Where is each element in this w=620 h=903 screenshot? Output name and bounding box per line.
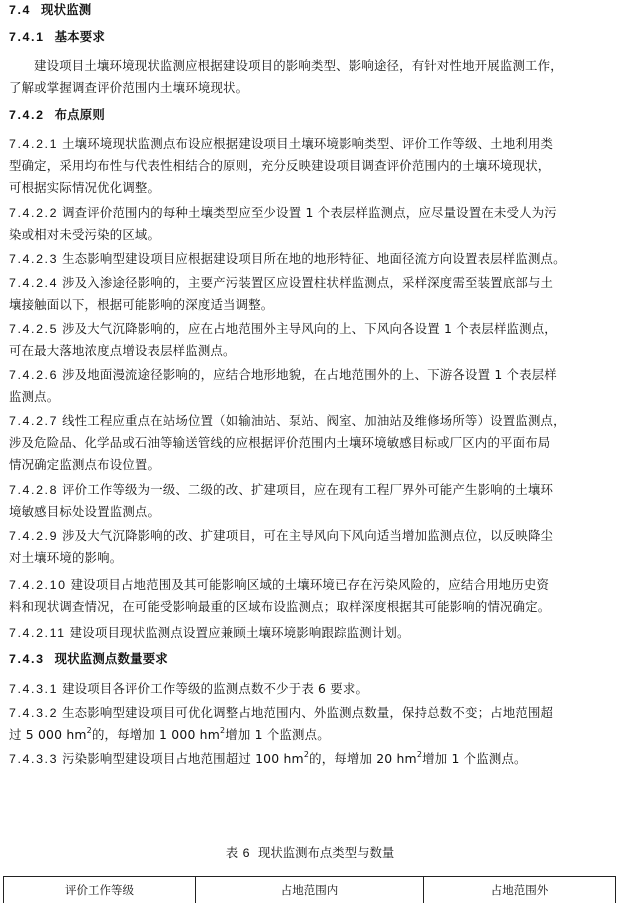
clause-line: 壤接触面以下，根据可能影响的深度适当调整。: [9, 297, 274, 312]
clause-line: [9, 318, 557, 340]
clause-text: 涉及大气沉降影响的，应在占地范围外主导风向的上、下风向各设置 1 个表层样监测点，: [62, 321, 557, 336]
clause-line: [9, 364, 557, 386]
section-number: 7.4.3: [9, 652, 45, 666]
clause-line: 可在最大落地浓度点增设表层样监测点。: [9, 343, 236, 358]
clause-text: 建设项目各评价工作等级的监测点数不少于表 6 要求。: [62, 681, 369, 696]
paragraph-line: 建设项目土壤环境现状监测应根据建设项目的影响类型、影响途径，有针对性地开展监测工作，: [34, 58, 563, 73]
section-title: 现状监测点数量要求: [54, 651, 168, 666]
clause-number: 7.4.2.7: [9, 414, 59, 428]
clause-text: 建设项目现状监测点设置应兼顾土壤环境影响跟踪监测计划。: [69, 625, 410, 640]
clause-number: 7.4.2.1: [9, 137, 59, 151]
clause-text: 涉及大气沉降影响的改、扩建项目，可在主导风向下风向适当增加监测点位，以反映降尘: [62, 528, 554, 543]
clause-text: 建设项目占地范围及其可能影响区域的土壤环境已存在污染风险的，应结合用地历史资: [70, 577, 550, 592]
table-header-cell: 占地范围外: [490, 883, 549, 897]
clause-text: 调查评价范围内的每种土壤类型应至少设置 1 个表层样监测点，应尽量设置在未受人为污: [62, 205, 557, 220]
clause-text: 增加 1 个监测点。: [422, 751, 527, 766]
clause-line: [9, 748, 527, 770]
clause-line: 监测点。: [9, 389, 60, 404]
table-title: 现状监测布点类型与数量: [257, 845, 395, 860]
superscript: 2: [416, 749, 423, 759]
clause-number: 7.4.2.2: [9, 206, 59, 220]
clause-line: 涉及危险品、化学品或石油等输送管线的应根据评价范围内土壤环境敏感目标或厂区内的平面布局: [9, 435, 551, 450]
clause-line: [9, 702, 553, 724]
clause-line: [9, 678, 368, 700]
clause-line: [9, 248, 566, 270]
clause-line: 料和现状调查情况，在可能受影响最重的区域布设监测点；取样深度根据其可能影响的情况确定。: [9, 599, 551, 614]
clause-number: 7.4.3.2: [9, 706, 59, 720]
table-header-cell: 评价工作等级: [4, 877, 196, 903]
clause-number: 7.4.2.3: [9, 252, 59, 266]
clause-line: [9, 479, 553, 501]
clause-text: 污染影响型建设项目占地范围超过 100 hm: [62, 751, 304, 766]
clause-text: 的，每增加 1 000 hm: [91, 727, 220, 742]
clause-number: 7.4.2.4: [9, 276, 59, 290]
section-title: 布点原则: [54, 107, 105, 122]
clause-line: [9, 410, 566, 432]
clause-line: [9, 272, 553, 294]
clause-number: 7.4.2.10: [9, 578, 67, 592]
clause-line: [9, 622, 410, 644]
clause-number: 7.4.2.6: [9, 368, 59, 382]
clause-text: 过 5 000 hm: [9, 727, 87, 742]
superscript: 2: [303, 749, 310, 759]
clause-line: 可根据实际情况优化调整。: [9, 180, 161, 195]
clause-number: 7.4.2.8: [9, 483, 59, 497]
clause-line: 境敏感目标处设置监测点。: [9, 504, 161, 519]
clause-line: 染或相对未受污染的区域。: [9, 227, 161, 242]
clause-text: 土壤环境现状监测点布设应根据建设项目土壤环境影响类型、评价工作等级、土地利用类: [62, 136, 554, 151]
subsection-heading: [9, 104, 105, 126]
section-number: 7.4: [9, 3, 32, 17]
subsection-heading: [9, 26, 105, 48]
clause-text: 的，每增加 20 hm: [309, 751, 417, 766]
clause-line: [9, 525, 553, 547]
clause-text: 增加 1 个监测点。: [225, 727, 330, 742]
subsection-heading: [9, 648, 168, 670]
clause-line: 型确定，采用均布性与代表性相结合的原则，充分反映建设项目调查评价范围内的土壤环境现状，: [9, 158, 551, 173]
clause-text: 生态影响型建设项目应根据建设项目所在地的地形特征、地面径流方向设置表层样监测点。: [62, 251, 566, 266]
section-number: 7.4.1: [9, 30, 45, 44]
clause-number: 7.4.2.9: [9, 529, 59, 543]
clause-line: [9, 724, 330, 746]
superscript: 2: [220, 725, 226, 735]
section-number: 7.4.2: [9, 108, 45, 122]
section-title: 基本要求: [54, 29, 105, 44]
clause-line: 对土壤环境的影响。: [9, 550, 123, 565]
superscript: 2: [86, 725, 92, 735]
clause-line: [9, 133, 553, 155]
clause-number: 7.4.3.1: [9, 682, 59, 696]
clause-text: 涉及入渗途径影响的，主要产污装置区应设置柱状样监测点，采样深度需至装置底部与土: [62, 275, 554, 290]
clause-text: 线性工程应重点在站场位置（如输油站、泵站、阀室、加油站及维修场所等）设置监测点，: [62, 413, 566, 428]
table-header-row: [3, 876, 616, 903]
clause-number: 7.4.3.3: [9, 752, 59, 766]
table-header-cell: 占地范围内: [196, 877, 424, 903]
clause-number: 7.4.2.5: [9, 322, 59, 336]
section-heading: [9, 0, 91, 21]
clause-line: 情况确定监测点布设位置。: [9, 457, 161, 472]
clause-text: 涉及地面漫流途径影响的，应结合地形地貌，在占地范围外的上、下游各设置 1 个表层样: [62, 367, 557, 382]
clause-text: 生态影响型建设项目可优化调整占地范围内、外监测点数量，保持总数不变；占地范围超: [62, 705, 554, 720]
clause-text: 评价工作等级为一级、二级的改、扩建项目，应在现有工程厂界外可能产生影响的土壤环: [62, 482, 554, 497]
table-caption: [0, 842, 620, 864]
section-title: 现状监测: [41, 2, 92, 17]
clause-line: [9, 202, 557, 224]
table-number: 表 6: [225, 846, 250, 860]
paragraph-line: 了解或掌握调查评价范围内土壤环境现状。: [9, 80, 249, 95]
clause-number: 7.4.2.11: [9, 626, 66, 640]
clause-line: [9, 574, 549, 596]
